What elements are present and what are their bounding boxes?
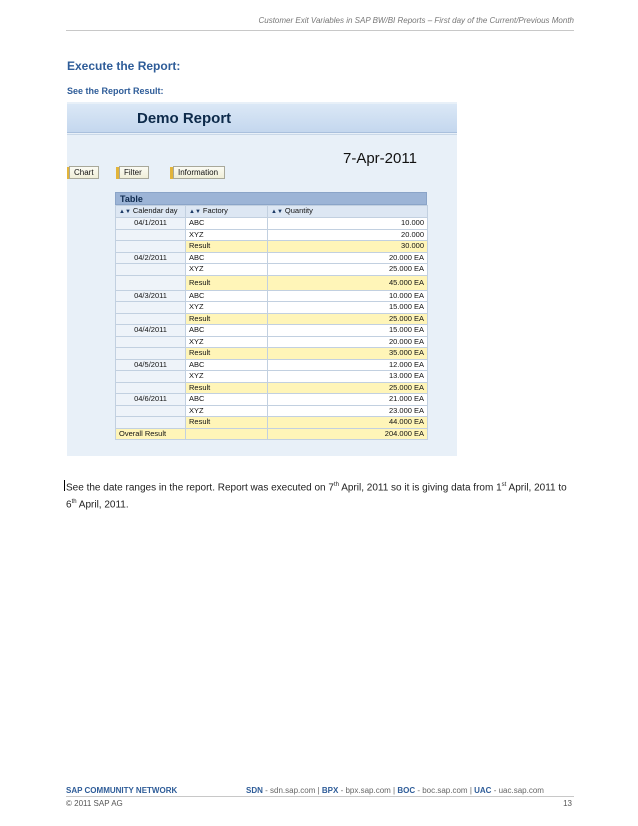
footer-link-label: BPX [321,786,339,795]
table-row [116,275,428,290]
table-row [116,252,428,264]
quantity-cell: 20.000 [268,229,428,241]
calendar-day-cell [116,241,186,253]
quantity-cell: 13.000 EA [268,371,428,383]
report-date: 7-Apr-2011 [343,150,417,167]
calendar-day-cell [116,371,186,383]
footer-link-label: SDN [246,786,263,795]
factory-cell [186,428,268,440]
calendar-day-cell: 04/5/2011 [116,359,186,371]
quantity-cell: 21.000 EA [268,394,428,406]
report-table [115,192,427,440]
factory-cell: ABC [186,252,268,264]
quantity-cell: 25.000 EA [268,313,428,325]
link-separator: | [467,786,475,795]
quantity-cell: 12.000 EA [268,359,428,371]
table-row [116,241,428,253]
footer-link[interactable]: boc.sap.com [422,786,468,795]
table-row [116,359,428,371]
footer-link[interactable]: sdn.sap.com [270,786,316,795]
overall-result-quantity: 204.000 EA [268,428,428,440]
report-title: Demo Report [137,110,232,127]
footer-copyright: © 2011 SAP AG [66,799,123,808]
column-header-calendar-day[interactable]: ▲▼ Calendar day [116,206,186,218]
footer-links [246,786,544,795]
quantity-cell: 44.000 EA [268,417,428,429]
calendar-day-cell: 04/1/2011 [116,218,186,230]
calendar-day-cell [116,348,186,360]
table-row [116,382,428,394]
information-button[interactable]: Information [173,166,225,179]
table-row [116,325,428,337]
calendar-day-cell [116,336,186,348]
quantity-cell: 15.000 EA [268,302,428,314]
page-number: 13 [563,799,572,808]
section-title: Execute the Report: [67,59,181,73]
footer-network: SAP COMMUNITY NETWORK [66,786,178,795]
data-grid [115,205,428,440]
calendar-day-cell: 04/4/2011 [116,325,186,337]
calendar-day-cell: 04/6/2011 [116,394,186,406]
factory-cell: Result [186,275,268,290]
text-cursor [64,480,65,491]
calendar-day-cell [116,382,186,394]
calendar-day-cell [116,275,186,290]
table-row [116,348,428,360]
footer-link-label: UAC [474,786,492,795]
factory-cell: XYZ [186,264,268,276]
report-screenshot [67,102,457,456]
factory-cell: ABC [186,394,268,406]
quantity-cell: 30.000 [268,241,428,253]
table-row [116,313,428,325]
table-row [116,394,428,406]
factory-cell: Result [186,313,268,325]
factory-cell: ABC [186,325,268,337]
calendar-day-cell: 04/2/2011 [116,252,186,264]
table-row [116,264,428,276]
table-row [116,417,428,429]
factory-cell: Result [186,417,268,429]
calendar-day-cell [116,229,186,241]
table-row [116,336,428,348]
calendar-day-cell: 04/3/2011 [116,290,186,302]
column-header-quantity[interactable]: ▲▼ Quantity [268,206,428,218]
table-row [116,229,428,241]
sub-title: See the Report Result: [67,86,164,96]
quantity-cell: 25.000 EA [268,382,428,394]
calendar-day-cell [116,264,186,276]
link-dash: - [262,786,270,795]
table-row [116,405,428,417]
factory-cell: ABC [186,359,268,371]
chart-button[interactable]: Chart [69,166,99,179]
factory-cell: Result [186,348,268,360]
banner-divider [67,134,457,135]
quantity-cell: 15.000 EA [268,325,428,337]
factory-cell: ABC [186,218,268,230]
overall-result-row [116,428,428,440]
link-separator: | [390,786,398,795]
sort-icon[interactable]: ▲▼ [271,209,283,215]
quantity-cell: 10.000 [268,218,428,230]
quantity-cell: 10.000 EA [268,290,428,302]
sort-icon[interactable]: ▲▼ [119,209,131,215]
table-title: Table [115,192,427,205]
document-header: Customer Exit Variables in SAP BW/BI Reports – First day of the Current/Previous Month [258,16,574,25]
factory-cell: XYZ [186,302,268,314]
factory-cell: Result [186,241,268,253]
report-banner [67,104,457,133]
footer-link-label: BOC [397,786,416,795]
filter-button[interactable]: Filter [119,166,149,179]
link-separator: | [315,786,322,795]
link-dash: - [338,786,346,795]
quantity-cell: 20.000 EA [268,252,428,264]
factory-cell: Result [186,382,268,394]
factory-cell: ABC [186,290,268,302]
factory-cell: XYZ [186,405,268,417]
sort-icon[interactable]: ▲▼ [189,209,201,215]
quantity-cell: 23.000 EA [268,405,428,417]
calendar-day-cell [116,302,186,314]
factory-cell: XYZ [186,336,268,348]
calendar-day-cell [116,417,186,429]
footer-divider [66,796,574,797]
link-dash: - [491,786,499,795]
footer-link[interactable]: bpx.sap.com [345,786,391,795]
quantity-cell: 20.000 EA [268,336,428,348]
factory-cell: XYZ [186,371,268,383]
link-dash: - [415,786,423,795]
column-header-factory[interactable]: ▲▼ Factory [186,206,268,218]
table-row [116,218,428,230]
table-row [116,302,428,314]
header-divider [66,30,574,31]
overall-result-label: Overall Result [116,428,186,440]
table-row [116,371,428,383]
factory-cell: XYZ [186,229,268,241]
calendar-day-cell [116,313,186,325]
quantity-cell: 25.000 EA [268,264,428,276]
footer-link[interactable]: uac.sap.com [498,786,544,795]
quantity-cell: 45.000 EA [268,275,428,290]
quantity-cell: 35.000 EA [268,348,428,360]
calendar-day-cell [116,405,186,417]
table-row [116,290,428,302]
body-paragraph: See the date ranges in the report. Report was executed on 7th April, 2011 so it is giving data from 1st April, 2011 to 6th April, 2011. [66,482,567,511]
